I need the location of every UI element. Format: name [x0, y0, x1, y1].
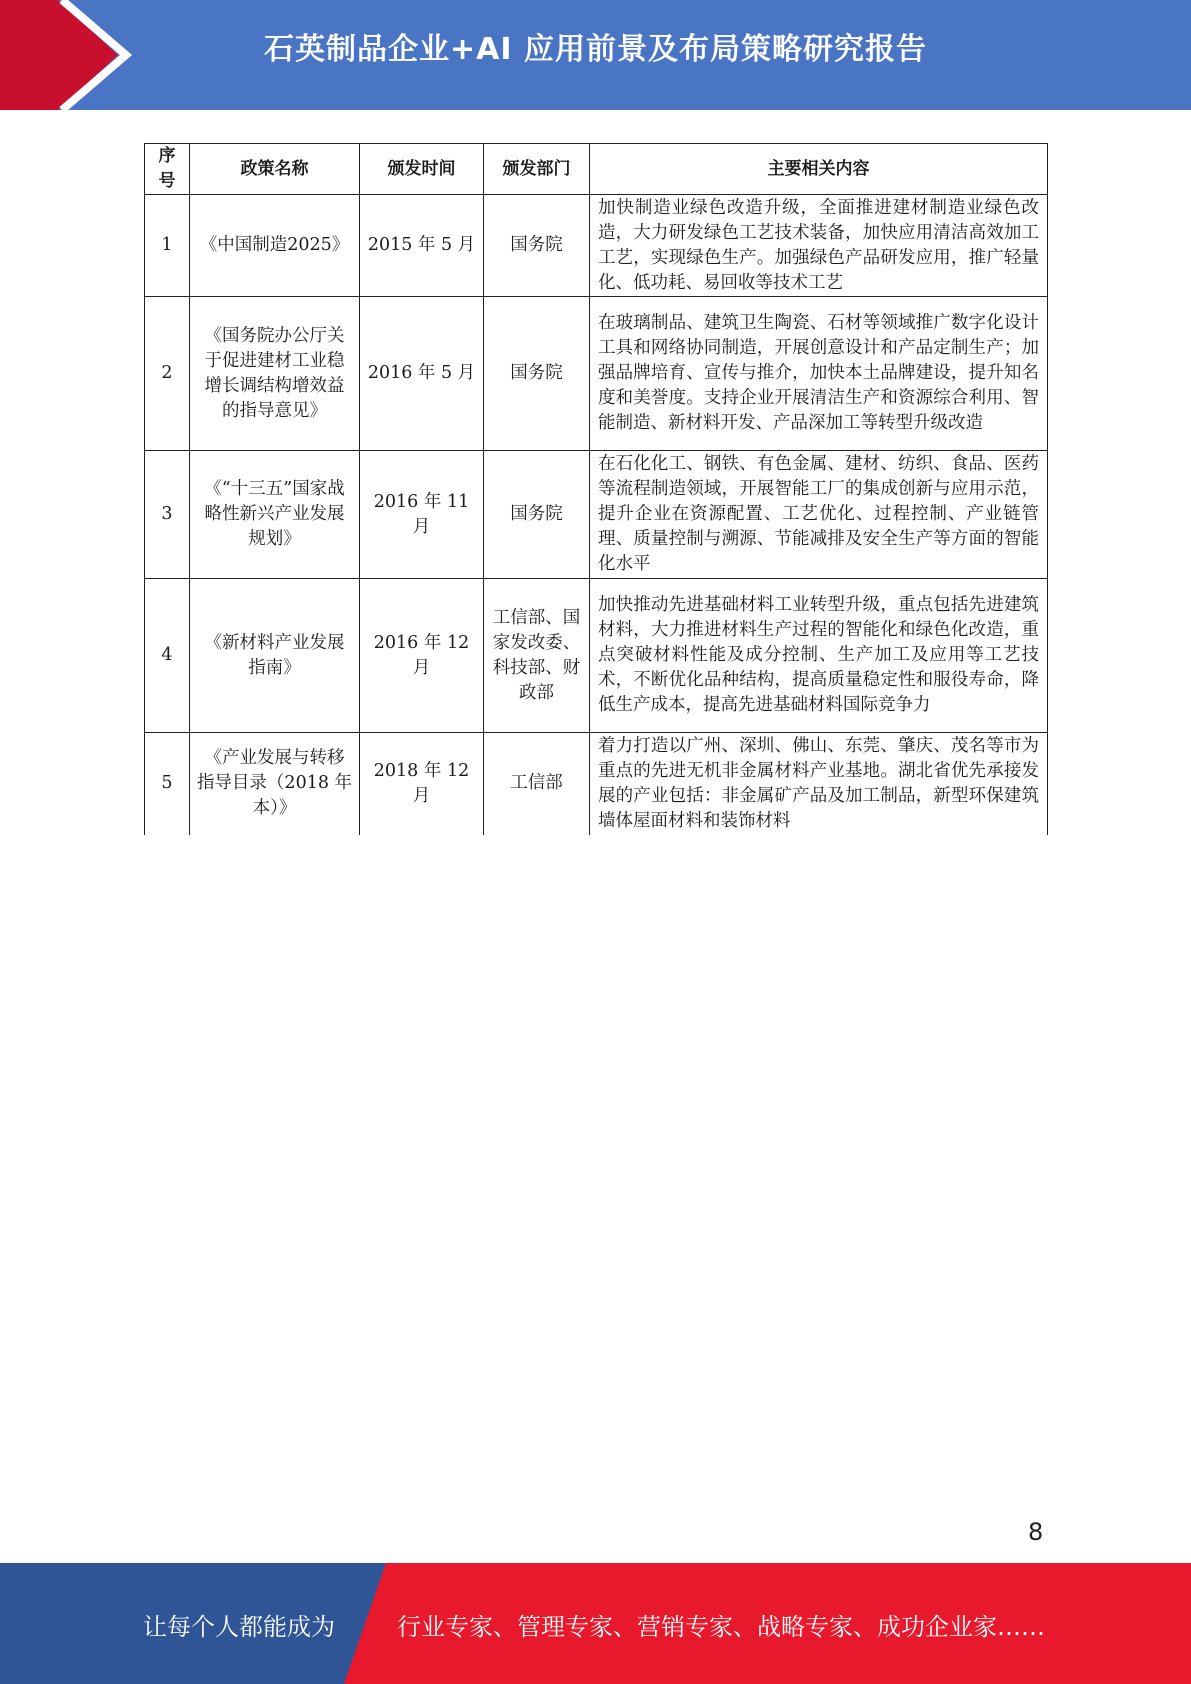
column-header-number: 序号 [145, 144, 190, 195]
issue-date: 2015 年 5 月 [360, 195, 484, 297]
policy-name: 《“十三五”国家战略性新兴产业发展规划》 [190, 451, 360, 579]
policy-content: 加快制造业绿色改造升级，全面推进建材制造业绿色改造，大力研发绿色工艺技术装备，加快应用清洁高效加工工艺，实现绿色生产。加强绿色产品研发应用，推广轻量化、低功耗、易回收等技术工艺 [590, 195, 1048, 297]
issue-date: 2016 年 11 月 [360, 451, 484, 579]
row-number: 3 [145, 451, 190, 579]
table-header-row [145, 144, 1048, 195]
issuing-department: 国务院 [484, 451, 590, 579]
page-number: 8 [1028, 1518, 1044, 1546]
policy-name: 《中国制造2025》 [190, 195, 360, 297]
column-header-department: 颁发部门 [484, 144, 590, 195]
policy-content: 在石化化工、钢铁、有色金属、建材、纺织、食品、医药等流程制造领域，开展智能工厂的集成创新与应用示范，提升企业在资源配置、工艺优化、过程控制、产业链管理、质量控制与溯源、节能减排及安全生产等方面的智能化水平 [590, 451, 1048, 579]
policy-name: 《新材料产业发展指南》 [190, 579, 360, 733]
row-number: 1 [145, 195, 190, 297]
issue-date: 2018 年 12 月 [360, 733, 484, 835]
issue-date: 2016 年 12 月 [360, 579, 484, 733]
table-row [145, 297, 1048, 451]
policy-table [144, 143, 1048, 835]
row-number: 2 [145, 297, 190, 451]
report-title: 石英制品企业+AI 应用前景及布局策略研究报告 [264, 32, 927, 67]
column-header-issue-date: 颁发时间 [360, 144, 484, 195]
footer-slogan-left: 让每个人都能成为 [143, 1613, 335, 1641]
column-header-policy-name: 政策名称 [190, 144, 360, 195]
row-number: 4 [145, 579, 190, 733]
issuing-department: 工信部、国家发改委、科技部、财政部 [484, 579, 590, 733]
issue-date: 2016 年 5 月 [360, 297, 484, 451]
footer-slogan-right: 行业专家、管理专家、营销专家、战略专家、成功企业家…… [397, 1613, 1045, 1641]
table-row [145, 733, 1048, 835]
table-row [145, 579, 1048, 733]
issuing-department: 国务院 [484, 297, 590, 451]
policy-name: 《国务院办公厅关于促进建材工业稳增长调结构增效益的指导意见》 [190, 297, 360, 451]
issuing-department: 国务院 [484, 195, 590, 297]
column-header-content: 主要相关内容 [590, 144, 1048, 195]
row-number: 5 [145, 733, 190, 835]
policy-name: 《产业发展与转移指导目录（2018 年本）》 [190, 733, 360, 835]
table-row [145, 451, 1048, 579]
policy-content: 加快推动先进基础材料工业转型升级，重点包括先进建筑材料，大力推进材料生产过程的智能化和绿色化改造，重点突破材料性能及成分控制、生产加工及应用等工艺技术，不断优化品种结构，提高质量稳定性和服役寿命，降低生产成本，提高先进基础材料国际竞争力 [590, 579, 1048, 733]
issuing-department: 工信部 [484, 733, 590, 835]
page-header [0, 0, 1191, 110]
page-footer [0, 1563, 1191, 1684]
table-row [145, 195, 1048, 297]
policy-content: 着力打造以广州、深圳、佛山、东莞、肇庆、茂名等市为重点的先进无机非金属材料产业基地。湖北省优先承接发展的产业包括：非金属矿产品及加工制品，新型环保建筑墙体屋面材料和装饰材料 [590, 733, 1048, 835]
policy-content: 在玻璃制品、建筑卫生陶瓷、石材等领域推广数字化设计工具和网络协同制造，开展创意设计和产品定制生产；加强品牌培育、宣传与推介，加快本土品牌建设，提升知名度和美誉度。支持企业开展清洁生产和资源综合利用、智能制造、新材料开发、产品深加工等转型升级改造 [590, 297, 1048, 451]
